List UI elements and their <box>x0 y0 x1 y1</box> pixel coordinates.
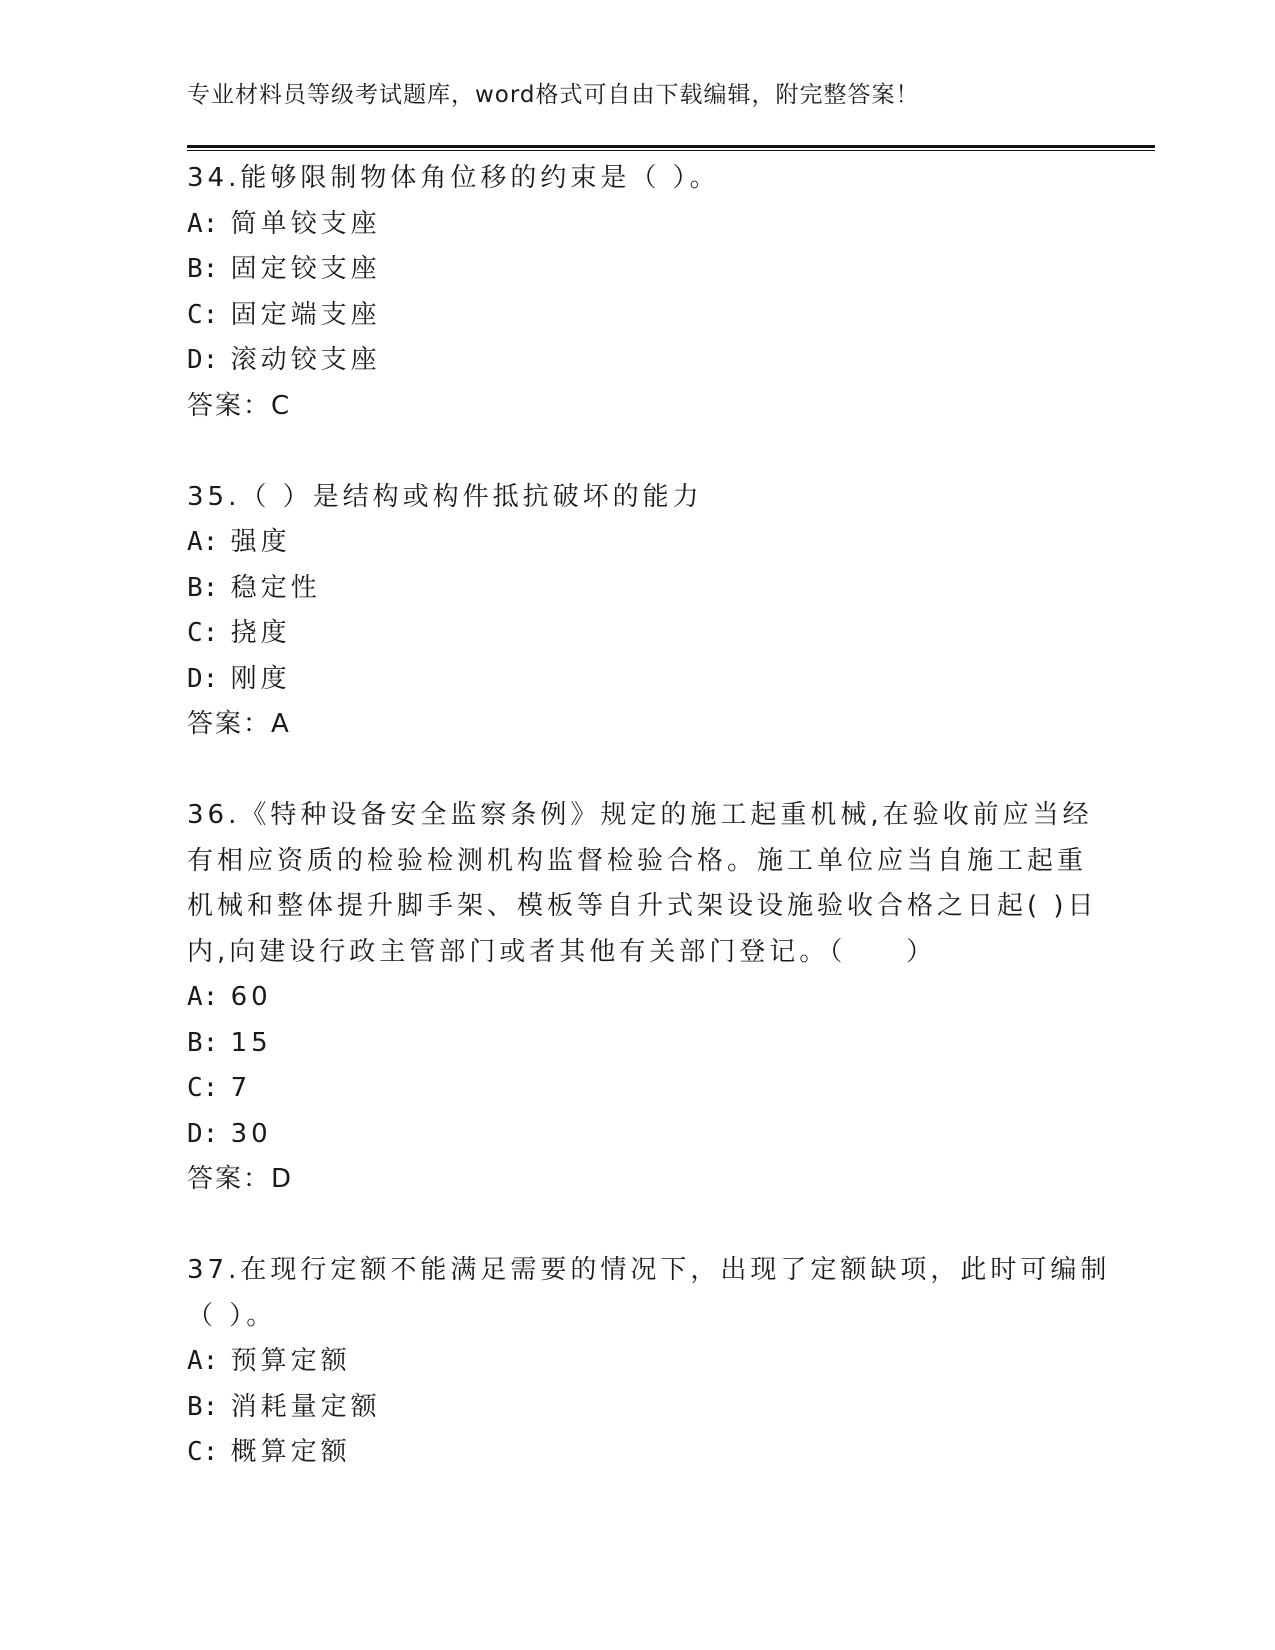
question-text: 内,向建设行政主管部门或者其他有关部门登记。（ ） <box>187 936 937 967</box>
option-text: 7 <box>230 1073 252 1103</box>
option-text: 固定铰支座 <box>230 254 381 284</box>
option-b <box>187 1385 1087 1431</box>
option-a <box>187 202 1087 248</box>
option-c <box>187 1430 1087 1476</box>
question-text: 36.《特种设备安全监察条例》规定的施工起重机械,在验收前应当经 <box>187 800 1093 830</box>
question-35 <box>187 475 1087 748</box>
option-b <box>187 566 1087 612</box>
question-gap <box>187 748 1087 794</box>
question-gap <box>187 429 1087 475</box>
question-list <box>187 156 1111 1476</box>
option-b <box>187 1021 1087 1067</box>
answer-line: 答案：D <box>187 1164 294 1194</box>
option-a <box>187 520 1087 566</box>
question-text: 35.（ ）是结构或构件抵抗破坏的能力 <box>187 481 703 512</box>
option-d <box>187 338 1087 384</box>
option-letter: B: <box>187 254 219 284</box>
question-text: （ ）。 <box>187 1300 277 1331</box>
option-letter: A: <box>187 208 219 239</box>
question-text: 34.能够限制物体角位移的约束是（ ）。 <box>187 163 720 193</box>
option-letter: D: <box>187 1118 219 1149</box>
option-letter: D: <box>187 345 219 375</box>
option-d <box>187 657 1087 703</box>
option-b <box>187 247 1087 293</box>
option-c <box>187 1066 1087 1112</box>
question-37 <box>187 1248 1111 1476</box>
option-text: 15 <box>230 1027 272 1058</box>
option-letter: C: <box>187 1073 219 1103</box>
option-text: 30 <box>230 1118 272 1149</box>
question-gap <box>187 1203 1087 1249</box>
option-letter: C: <box>187 618 219 648</box>
option-letter: A: <box>187 527 219 557</box>
option-letter: D: <box>187 663 219 694</box>
option-letter: A: <box>187 1346 219 1376</box>
page-header: 专业材料员等级考试题库，word格式可自由下载编辑，附完整答案！ <box>187 82 920 108</box>
option-letter: C: <box>187 299 219 330</box>
option-text: 挠度 <box>230 618 291 648</box>
option-d <box>187 1112 1087 1158</box>
option-text: 固定端支座 <box>230 299 381 330</box>
option-letter: C: <box>187 1437 219 1467</box>
option-text: 概算定额 <box>230 1437 351 1467</box>
option-letter: A: <box>187 982 219 1012</box>
option-letter: B: <box>187 1027 219 1058</box>
header-rule-thin <box>187 150 1155 151</box>
option-letter: B: <box>187 1391 219 1422</box>
header-rule-thick <box>187 145 1155 148</box>
option-text: 简单铰支座 <box>230 208 381 239</box>
answer-line: 答案：A <box>187 709 291 739</box>
question-34 <box>187 156 1087 429</box>
option-text: 强度 <box>230 527 291 557</box>
option-text: 消耗量定额 <box>230 1391 381 1422</box>
option-c <box>187 611 1087 657</box>
option-c <box>187 293 1087 339</box>
option-text: 60 <box>230 982 272 1012</box>
option-a <box>187 1339 1087 1385</box>
option-text: 刚度 <box>230 663 291 694</box>
question-36 <box>187 793 1098 1203</box>
answer-line: 答案：C <box>187 390 292 421</box>
option-text: 滚动铰支座 <box>230 345 381 375</box>
question-text: 机械和整体提升脚手架、模板等自升式架设设施验收合格之日起( )日 <box>187 891 1098 921</box>
option-text: 稳定性 <box>230 572 321 603</box>
option-a <box>187 975 1087 1021</box>
question-text: 有相应资质的检验检测机构监督检验合格。施工单位应当自施工起重 <box>187 845 1088 876</box>
question-text: 37.在现行定额不能满足需要的情况下，出现了定额缺项，此时可编制 <box>187 1255 1111 1285</box>
option-letter: B: <box>187 572 219 603</box>
option-text: 预算定额 <box>230 1346 351 1376</box>
